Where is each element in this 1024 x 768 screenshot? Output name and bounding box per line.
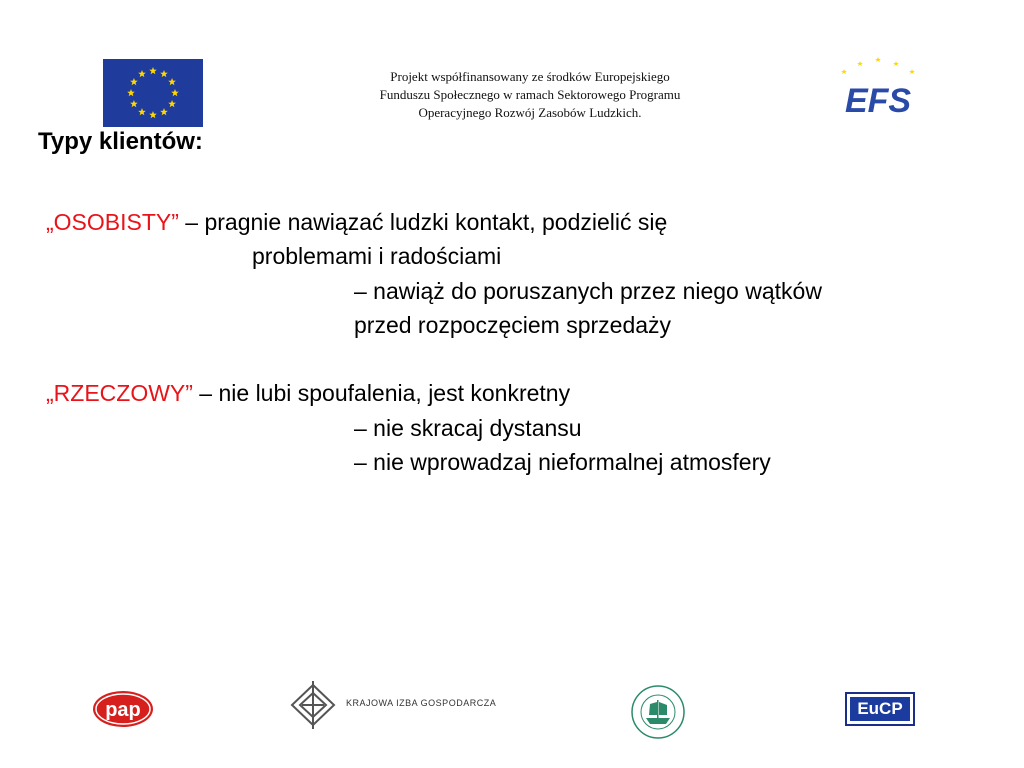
page-title: Typy klientów: [38, 128, 203, 155]
rzeczowy-line-1 [46, 379, 570, 407]
efs-logo [832, 56, 924, 120]
project-funding-note [330, 68, 730, 122]
eu-star-icon [138, 70, 146, 77]
eu-star-icon [149, 111, 157, 118]
header-line-3: Operacyjnego Rozwój Zasobów Ludzkich. [418, 105, 642, 120]
header-line-2: Funduszu Społecznego w ramach Sektorowego Programu [379, 87, 681, 102]
kig-label: KRAJOWA IZBA GOSPODARCZA [346, 698, 497, 708]
eu-star-icon [171, 89, 179, 96]
kig-logo [288, 681, 500, 729]
osobisty-tip-2: przed rozpoczęciem sprzedaży [354, 312, 672, 338]
eu-star-icon [149, 67, 157, 74]
eu-flag-logo [103, 59, 203, 127]
rzeczowy-description: – nie lubi spoufalenia, jest konkretny [192, 380, 571, 406]
eu-star-icon [138, 108, 146, 115]
eu-star-icon [168, 100, 176, 107]
eucp-logo [845, 692, 915, 726]
header-line-1: Projekt współfinansowany ze środków Europejskiego [390, 69, 670, 84]
eucp-label: EuCP [850, 697, 910, 721]
eu-star-icon [130, 78, 138, 85]
efs-stars-icon [841, 57, 915, 74]
rzeczowy-tip-2: – nie wprowadzaj nieformalnej atmosfery [354, 449, 771, 475]
efs-label: EFS [844, 82, 912, 120]
rzeczowy-tip-1: – nie skracaj dystansu [354, 415, 582, 441]
osobisty-line-2: problemami i radościami [252, 243, 502, 269]
rzeczowy-term: „RZECZOWY” [46, 380, 193, 406]
eu-star-icon [160, 70, 168, 77]
eu-star-icon [130, 100, 138, 107]
pap-logo [92, 689, 154, 729]
eu-star-icon [127, 89, 135, 96]
osobisty-tip-1: – nawiąż do poruszanych przez niego wątków [354, 278, 822, 304]
osobisty-description: – pragnie nawiązać ludzki kontakt, podzielić się [178, 209, 668, 235]
osobisty-term: „OSOBISTY” [46, 209, 179, 235]
pap-label: pap [105, 699, 141, 721]
eu-star-icon [160, 108, 168, 115]
sgh-seal-logo [630, 684, 686, 740]
eu-star-icon [168, 78, 176, 85]
kig-emblem-icon [288, 681, 338, 729]
osobisty-line-1 [46, 208, 667, 236]
eu-stars-icon [103, 59, 203, 127]
